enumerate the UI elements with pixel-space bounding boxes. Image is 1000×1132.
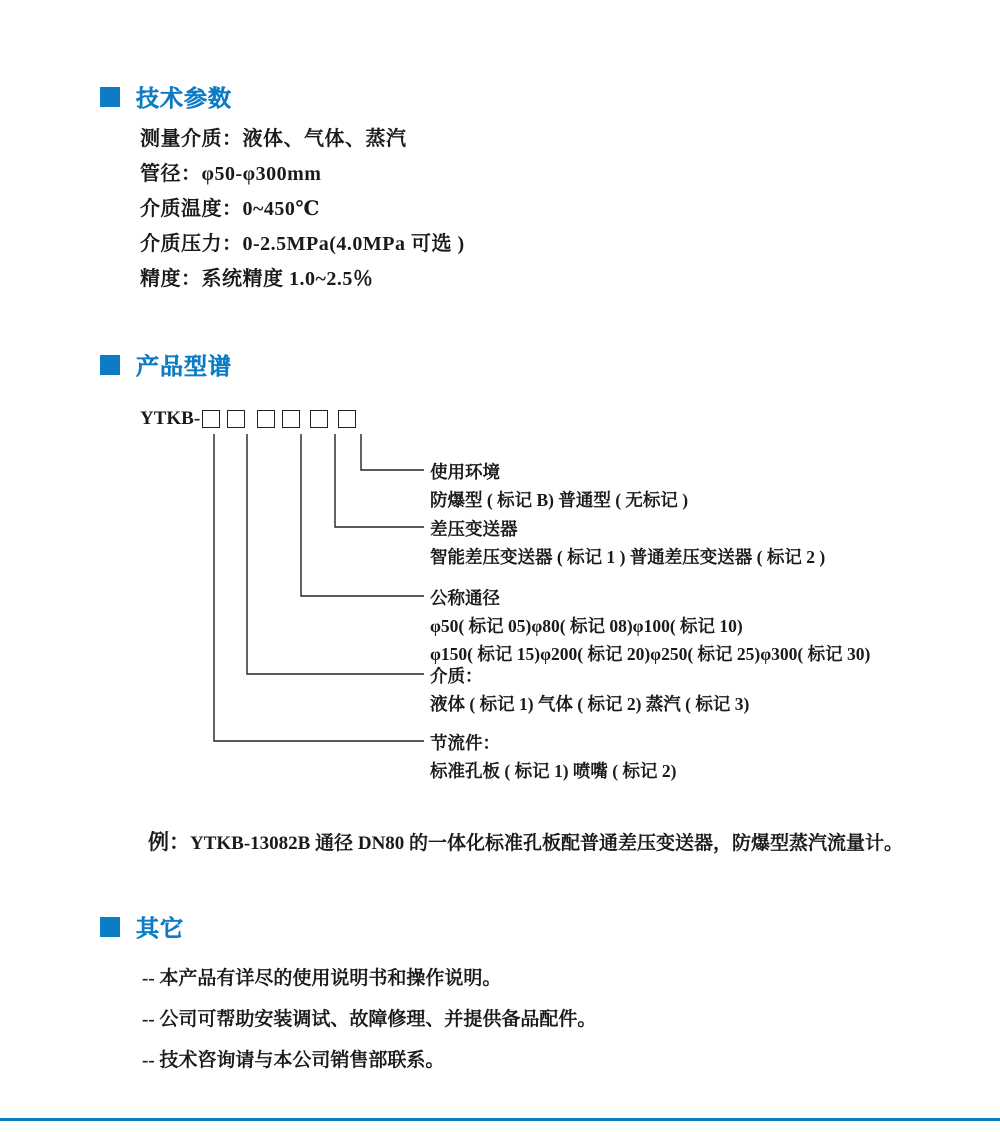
model-box-3 — [257, 410, 275, 428]
annotation-line2: 智能差压变送器 ( 标记 1 ) 普通差压变送器 ( 标记 2 ) — [430, 547, 826, 567]
bullet-square-icon — [100, 917, 120, 937]
annotation-line2: 防爆型 ( 标记 B) 普通型 ( 无标记 ) — [430, 490, 689, 510]
model-box-6 — [338, 410, 356, 428]
annotation-usage-environment — [430, 458, 688, 514]
bottom-rule — [0, 1118, 1000, 1121]
other-line: -- 本产品有详尽的使用说明书和操作说明。 — [142, 968, 502, 989]
other-list — [142, 958, 596, 1081]
other-line: -- 技术咨询请与本公司销售部联系。 — [142, 1050, 445, 1071]
annotation-title: 介质： — [430, 666, 483, 686]
section-title-model: 产品型谱 — [136, 354, 232, 380]
section-heading-specs — [100, 80, 232, 113]
model-example — [148, 826, 903, 856]
spec-list — [140, 122, 465, 297]
annotation-title: 公称通径 — [430, 588, 500, 608]
annotation-title: 节流件： — [430, 733, 500, 753]
spec-line: 介质压力：0-2.5MPa(4.0MPa 可选 ) — [140, 233, 465, 255]
annotation-title: 差压变送器 — [430, 519, 518, 539]
annotation-line3: φ150( 标记 15)φ200( 标记 20)φ250( 标记 25)φ300( 标记 30) — [430, 644, 871, 664]
spec-line: 测量介质：液体、气体、蒸汽 — [140, 128, 407, 150]
section-heading-other — [100, 910, 184, 943]
annotation-line2: 标准孔板 ( 标记 1) 喷嘴 ( 标记 2) — [430, 761, 677, 781]
section-title-other: 其它 — [136, 916, 184, 942]
annotation-line2: 液体 ( 标记 1) 气体 ( 标记 2) 蒸汽 ( 标记 3) — [430, 694, 750, 714]
bullet-square-icon — [100, 87, 120, 107]
annotation-line2: φ50( 标记 05)φ80( 标记 08)φ100( 标记 10) — [430, 616, 743, 636]
section-heading-model — [100, 348, 232, 381]
annotation-throttling-device — [430, 729, 676, 785]
spec-line: 管径：φ50-φ300mm — [140, 163, 322, 185]
example-label: 例： — [148, 830, 190, 854]
example-text: YTKB-13082B 通径 DN80 的一体化标准孔板配普通差压变送器，防爆型蒸汽流量计。 — [190, 833, 904, 854]
annotation-transmitter — [430, 515, 825, 571]
model-box-4 — [282, 410, 300, 428]
model-box-5 — [310, 410, 328, 428]
annotation-nominal-diameter — [430, 584, 870, 668]
model-prefix: YTKB- — [140, 408, 201, 429]
model-box-2 — [227, 410, 245, 428]
bullet-square-icon — [100, 355, 120, 375]
spec-line: 精度：系统精度 1.0~2.5％ — [140, 268, 374, 290]
other-line: -- 公司可帮助安装调试、故障修理、并提供备品配件。 — [142, 1009, 597, 1030]
annotation-medium — [430, 662, 749, 718]
model-code-row — [140, 408, 356, 430]
annotation-title: 使用环境 — [430, 462, 500, 482]
section-title-specs: 技术参数 — [136, 86, 232, 112]
model-box-1 — [202, 410, 220, 428]
spec-line: 介质温度：0~450℃ — [140, 198, 320, 220]
